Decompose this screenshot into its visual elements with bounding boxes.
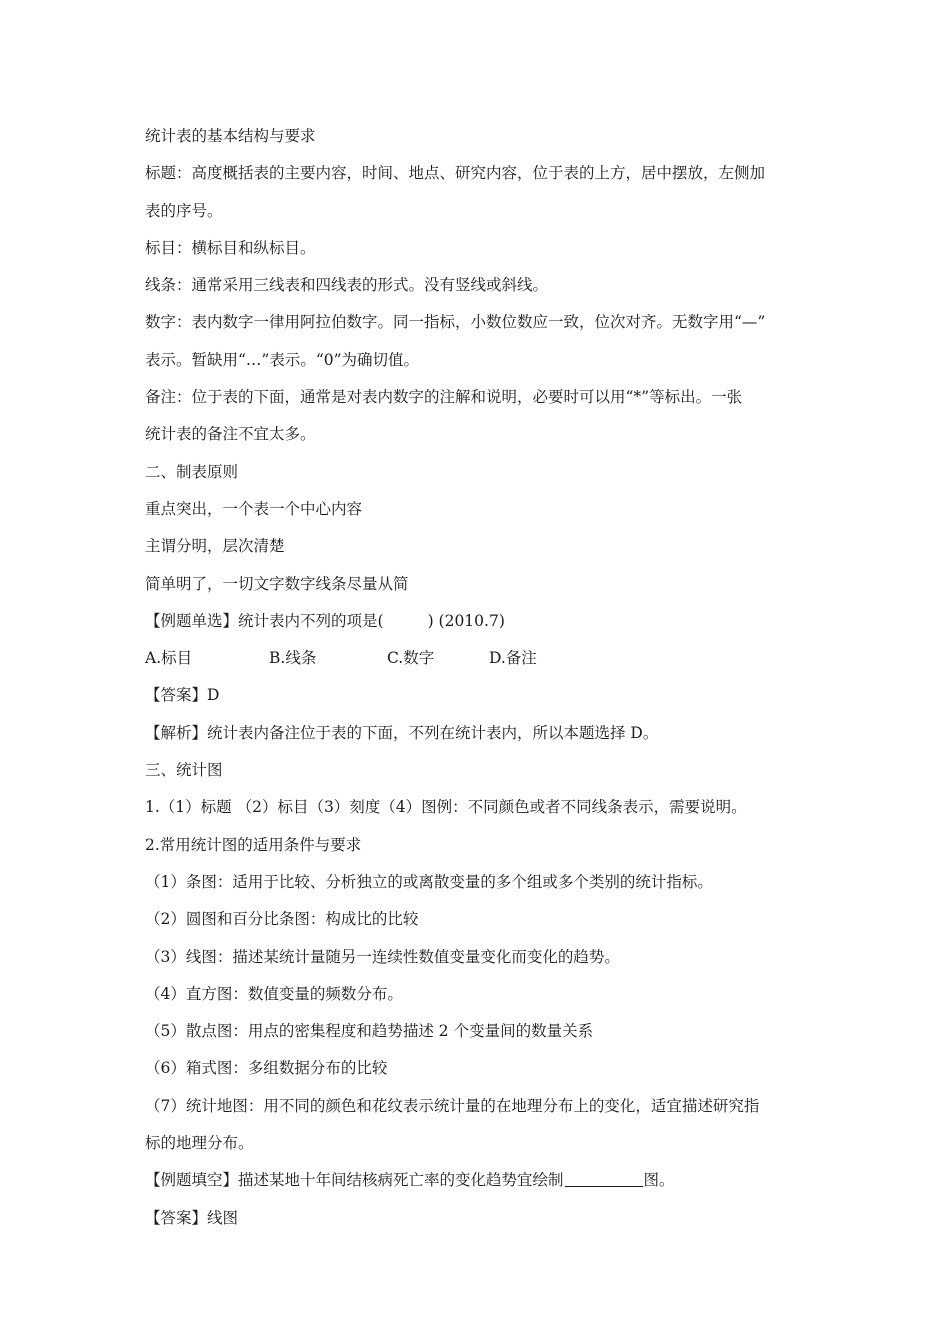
- chart-types-heading: 2.常用统计图的适用条件与要求: [145, 835, 362, 854]
- principle-item-1: 重点突出，一个表一个中心内容: [145, 499, 363, 518]
- explanation-line: 【解析】统计表内备注位于表的下面，不列在统计表内，所以本题选择 D。: [145, 723, 659, 742]
- section-heading-principles: 二、制表原则: [145, 462, 239, 481]
- document-page: [145, 118, 810, 1237]
- chart-type-map: （7）统计地图：用不同的颜色和花纹表示统计量的在地理分布上的变化，适宜描述研究指: [145, 1096, 760, 1115]
- example-question-single-choice: [145, 603, 810, 640]
- fill-question-suffix: 图。: [643, 1171, 675, 1190]
- example-question-fill-blank: [145, 1162, 810, 1199]
- section-heading-table-structure: 统计表的基本结构与要求: [145, 127, 316, 145]
- option-d: D.备注: [489, 649, 537, 668]
- paragraph-notes-rule-cont: 统计表的备注不宜太多。: [145, 425, 316, 444]
- fill-question-prefix: 【例题填空】描述某地十年间结核病死亡率的变化趋势宜绘制: [145, 1171, 564, 1190]
- paragraph-headings-rule: 标目：横标目和纵标目。: [145, 238, 316, 257]
- question-prefix: 【例题单选】统计表内不列的项是(: [145, 611, 384, 630]
- chart-type-line: （3）线图：描述某统计量随另一连续性数值变量变化而变化的趋势。: [145, 947, 620, 966]
- paragraph-numbers-rule-cont: 表示。暂缺用“…”表示。“0”为确切值。: [145, 350, 420, 369]
- chart-type-bar: （1）条图：适用于比较、分析独立的或离散变量的多个组或多个类别的统计指标。: [145, 872, 713, 891]
- fill-blank: [565, 1168, 643, 1187]
- option-c: C.数字: [387, 649, 435, 668]
- chart-type-pie: （2）圆图和百分比条图：构成比的比较: [145, 910, 419, 929]
- chart-type-map-cont: 标的地理分布。: [145, 1134, 254, 1153]
- chart-elements-line: 1.（1）标题 （2）标目（3）刻度（4）图例：不同颜色或者不同线条表示，需要说明。: [145, 798, 747, 817]
- answer-line-2: 【答案】线图: [145, 1208, 239, 1227]
- question-suffix: ) (2010.7): [427, 611, 505, 630]
- option-a: A.标目: [145, 649, 193, 668]
- answer-line-1: 【答案】D: [145, 686, 220, 705]
- paragraph-notes-rule: 备注：位于表的下面，通常是对表内数字的注解和说明，必要时可以用“*”等标出。一张: [145, 388, 743, 407]
- principle-item-3: 简单明了，一切文字数字线条尽量从简: [145, 574, 409, 593]
- chart-type-scatter: （5）散点图：用点的密集程度和趋势描述 2 个变量间的数量关系: [145, 1022, 594, 1041]
- paragraph-title-rule-cont: 表的序号。: [145, 201, 223, 220]
- answer-options: [145, 640, 810, 677]
- principle-item-2: 主谓分明，层次清楚: [145, 537, 285, 556]
- paragraph-title-rule: 标题：高度概括表的主要内容，时间、地点、研究内容，位于表的上方，居中摆放，左侧加: [145, 164, 766, 183]
- chart-type-histogram: （4）直方图：数值变量的频数分布。: [145, 984, 403, 1003]
- paragraph-numbers-rule: 数字：表内数字一律用阿拉伯数字。同一指标，小数位数应一致，位次对齐。无数字用“—”: [145, 313, 766, 332]
- section-heading-charts: 三、统计图: [145, 761, 223, 780]
- option-b: B.线条: [269, 649, 317, 668]
- chart-type-boxplot: （6）箱式图：多组数据分布的比较: [145, 1059, 388, 1078]
- paragraph-lines-rule: 线条：通常采用三线表和四线表的形式。没有竖线或斜线。: [145, 276, 549, 295]
